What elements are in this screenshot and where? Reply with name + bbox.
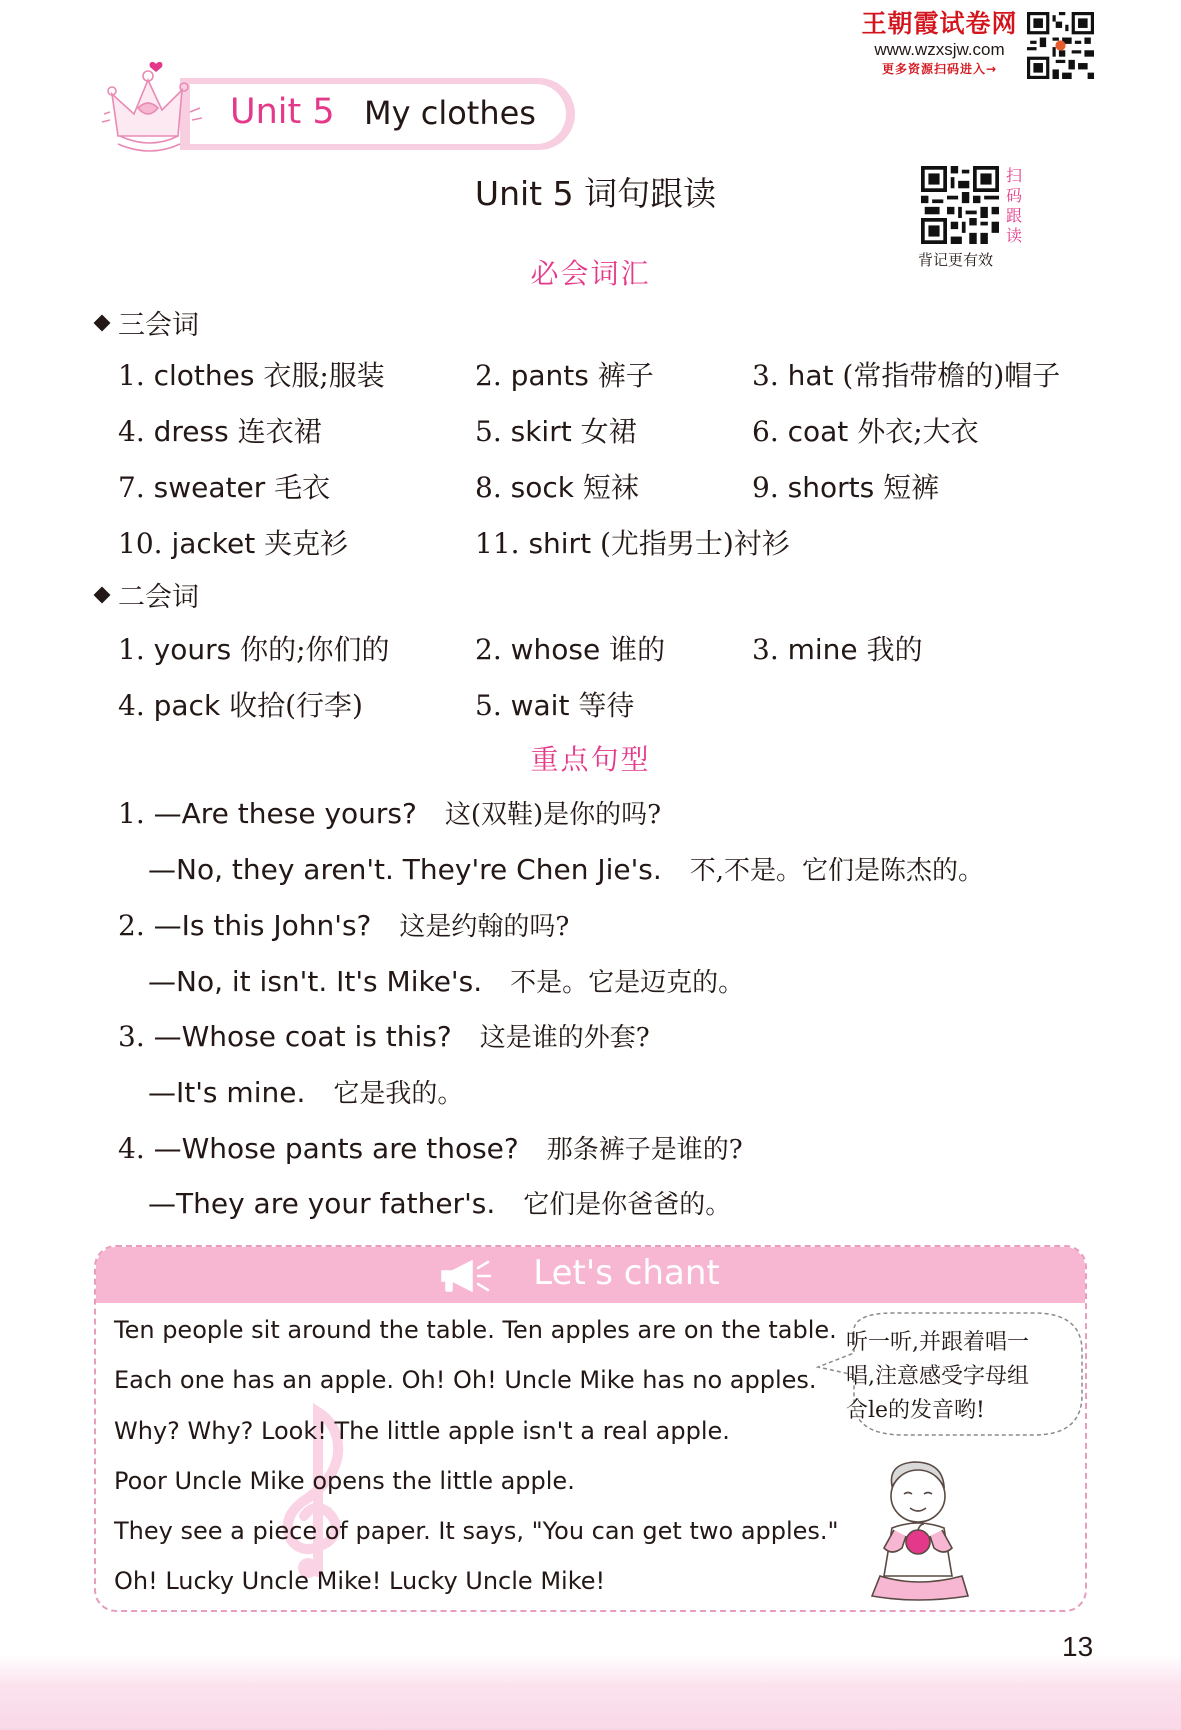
- vocab-section-title: 必会词汇: [530, 257, 651, 290]
- sentence-question: [118, 1130, 743, 1169]
- vocab-num: 6.: [752, 415, 779, 448]
- vocab-num: 4.: [118, 689, 145, 722]
- sentence-en: —Are these yours?: [153, 797, 417, 830]
- sentence-en: —Whose coat is this?: [153, 1020, 452, 1053]
- sentence-en: —It's mine.: [148, 1076, 306, 1109]
- chant-line: Ten people sit around the table. Ten apples are on the table.: [114, 1316, 837, 1344]
- vocab-item: [475, 688, 634, 724]
- vocab-word: sock: [510, 471, 574, 504]
- subsection-two: [96, 580, 199, 616]
- vocab-item: [752, 358, 1060, 394]
- sentence-zh: 它是我的。: [333, 1079, 464, 1109]
- sentence-section-title: 重点句型: [530, 743, 651, 776]
- sentence-question: [118, 1018, 650, 1057]
- vocab-word: coat: [787, 415, 849, 448]
- vocab-meaning: 衣服;服装: [263, 359, 385, 392]
- sentence-question: [118, 907, 569, 946]
- footer-band: [0, 1655, 1181, 1730]
- vocab-word: shorts: [787, 471, 875, 504]
- vocab-num: 4.: [118, 415, 145, 448]
- brand-url[interactable]: www.wzxsjw.com: [874, 40, 1005, 59]
- qr-tag-char: 码: [1005, 186, 1022, 205]
- sentence-answer: [148, 963, 744, 1002]
- vocab-meaning: 女裙: [580, 415, 637, 448]
- sentence-zh: 这是约翰的吗?: [399, 912, 570, 942]
- vocab-num: 2.: [475, 633, 502, 666]
- chant-line: Oh! Lucky Uncle Mike! Lucky Uncle Mike!: [114, 1567, 606, 1595]
- sentence-num: 3.: [118, 1020, 145, 1053]
- unit-name: My clothes: [364, 94, 536, 132]
- vocab-meaning: (尤指男士)衬衫: [599, 527, 790, 560]
- qr-code-icon[interactable]: [921, 166, 999, 244]
- vocab-meaning: 短袜: [582, 471, 639, 504]
- sentence-num: 2.: [118, 909, 145, 942]
- subsection-label: 三会词: [118, 310, 199, 341]
- sentence-zh: 不是。它是迈克的。: [510, 968, 745, 998]
- vocab-word: pants: [510, 359, 589, 392]
- vocab-num: 1.: [118, 359, 145, 392]
- vocab-num: 5.: [475, 689, 502, 722]
- diamond-bullet-icon: [94, 587, 111, 604]
- chant-line: Poor Uncle Mike opens the little apple.: [114, 1467, 575, 1495]
- vocab-num: 10.: [118, 527, 163, 560]
- sentence-question: [118, 795, 661, 834]
- subsection-label: 二会词: [118, 582, 199, 613]
- page-number: 13: [1062, 1631, 1094, 1662]
- vocab-item: [752, 414, 979, 450]
- sentence-zh: 这(双鞋)是你的吗?: [444, 800, 662, 830]
- vocab-item: [752, 632, 923, 668]
- vocab-meaning: 裤子: [597, 359, 654, 392]
- bubble-line: 合le的发音哟!: [846, 1398, 985, 1423]
- brand-title: 王朝霞试卷网: [861, 9, 1018, 38]
- diamond-bullet-icon: [94, 315, 111, 332]
- vocab-meaning: 夹克衫: [264, 527, 349, 560]
- sentence-en: —No, they aren't. They're Chen Jie's.: [148, 853, 662, 886]
- vocab-meaning: 你的;你们的: [240, 633, 390, 666]
- vocab-item: [752, 470, 939, 506]
- vocab-num: 11.: [475, 527, 520, 560]
- vocab-item: [118, 688, 363, 724]
- qr-tag-char: 扫: [1005, 166, 1022, 185]
- sentence-num: 4.: [118, 1132, 145, 1165]
- chant-title: Let's chant: [533, 1253, 720, 1293]
- vocab-num: 5.: [475, 415, 502, 448]
- brand-block: [852, 8, 1027, 78]
- vocab-num: 9.: [752, 471, 779, 504]
- vocab-item: [475, 470, 639, 506]
- sentence-zh: 这是谁的外套?: [479, 1023, 650, 1053]
- chant-line: They see a piece of paper. It says, "You can get two apples.": [114, 1517, 839, 1545]
- subsection-three: [96, 308, 199, 344]
- sentence-en: —They are your father's.: [148, 1187, 496, 1220]
- vocab-item: [475, 358, 654, 394]
- vocab-meaning: 毛衣: [274, 471, 331, 504]
- vocab-num: 3.: [752, 633, 779, 666]
- sentence-en: —Whose pants are those?: [153, 1132, 519, 1165]
- bubble-line: 唱,注意感受字母组: [846, 1364, 1029, 1389]
- vocab-meaning: 连衣裙: [237, 415, 322, 448]
- vocab-num: 8.: [475, 471, 502, 504]
- brand-more-text: 更多资源扫码进入→: [881, 62, 998, 76]
- sentence-en: —Is this John's?: [153, 909, 372, 942]
- vocab-word: jacket: [171, 527, 256, 560]
- vocab-word: yours: [153, 633, 232, 666]
- vocab-meaning: 谁的: [609, 633, 666, 666]
- vocab-item: [118, 632, 390, 668]
- unit-number: Unit 5: [230, 92, 335, 132]
- sentence-zh: 它们是你爸爸的。: [523, 1190, 732, 1220]
- vocab-meaning: 等待: [578, 689, 635, 722]
- vocab-word: wait: [510, 689, 570, 722]
- vocab-word: clothes: [153, 359, 255, 392]
- chant-line: Why? Why? Look! The little apple isn't a real apple.: [114, 1417, 730, 1445]
- vocab-word: dress: [153, 415, 229, 448]
- vocab-item: [475, 526, 790, 562]
- vocab-meaning: (常指带檐的)帽子: [842, 359, 1061, 392]
- boy-with-apple-illustration: [858, 1456, 978, 1606]
- chant-line: Each one has an apple. Oh! Oh! Uncle Mike has no apples.: [114, 1366, 817, 1394]
- bubble-line: 听一听,并跟着唱一: [846, 1330, 1029, 1355]
- vocab-item: [118, 470, 330, 506]
- sentence-answer: [148, 1185, 731, 1224]
- sentence-num: 1.: [118, 797, 145, 830]
- vocab-item: [118, 414, 322, 450]
- vocab-word: shirt: [528, 527, 592, 560]
- sentence-en: —No, it isn't. It's Mike's.: [148, 965, 483, 998]
- qr-caption: 背记更有效: [918, 251, 994, 269]
- vocab-word: skirt: [510, 415, 572, 448]
- vocab-num: 3.: [752, 359, 779, 392]
- vocab-word: whose: [510, 633, 601, 666]
- vocab-item: [475, 632, 665, 668]
- qr-tag-char: 跟: [1005, 206, 1022, 225]
- crown-icon: [98, 58, 213, 158]
- vocab-word: pack: [153, 689, 221, 722]
- qr-tag-char: 读: [1005, 226, 1022, 245]
- vocab-meaning: 外衣;大衣: [857, 415, 979, 448]
- vocab-item: [475, 414, 637, 450]
- vocab-item: [118, 358, 385, 394]
- vocab-num: 7.: [118, 471, 145, 504]
- sentence-zh: 不,不是。它们是陈杰的。: [689, 856, 985, 886]
- bubble-text: [846, 1326, 1066, 1428]
- vocab-word: hat: [787, 359, 834, 392]
- sentence-zh: 那条裤子是谁的?: [546, 1135, 743, 1165]
- vocab-num: 1.: [118, 633, 145, 666]
- vocab-word: mine: [787, 633, 858, 666]
- sentence-answer: [148, 1074, 463, 1113]
- vocab-item: [118, 526, 348, 562]
- vocab-num: 2.: [475, 359, 502, 392]
- vocab-meaning: 收拾(行李): [229, 689, 363, 722]
- qr-code-icon[interactable]: [1027, 12, 1094, 79]
- qr-scan-tag: [1003, 166, 1025, 246]
- vocab-meaning: 我的: [866, 633, 923, 666]
- vocab-word: sweater: [153, 471, 266, 504]
- page-title: Unit 5 词句跟读: [474, 174, 717, 213]
- vocab-meaning: 短裤: [883, 471, 940, 504]
- sentence-answer: [148, 851, 984, 890]
